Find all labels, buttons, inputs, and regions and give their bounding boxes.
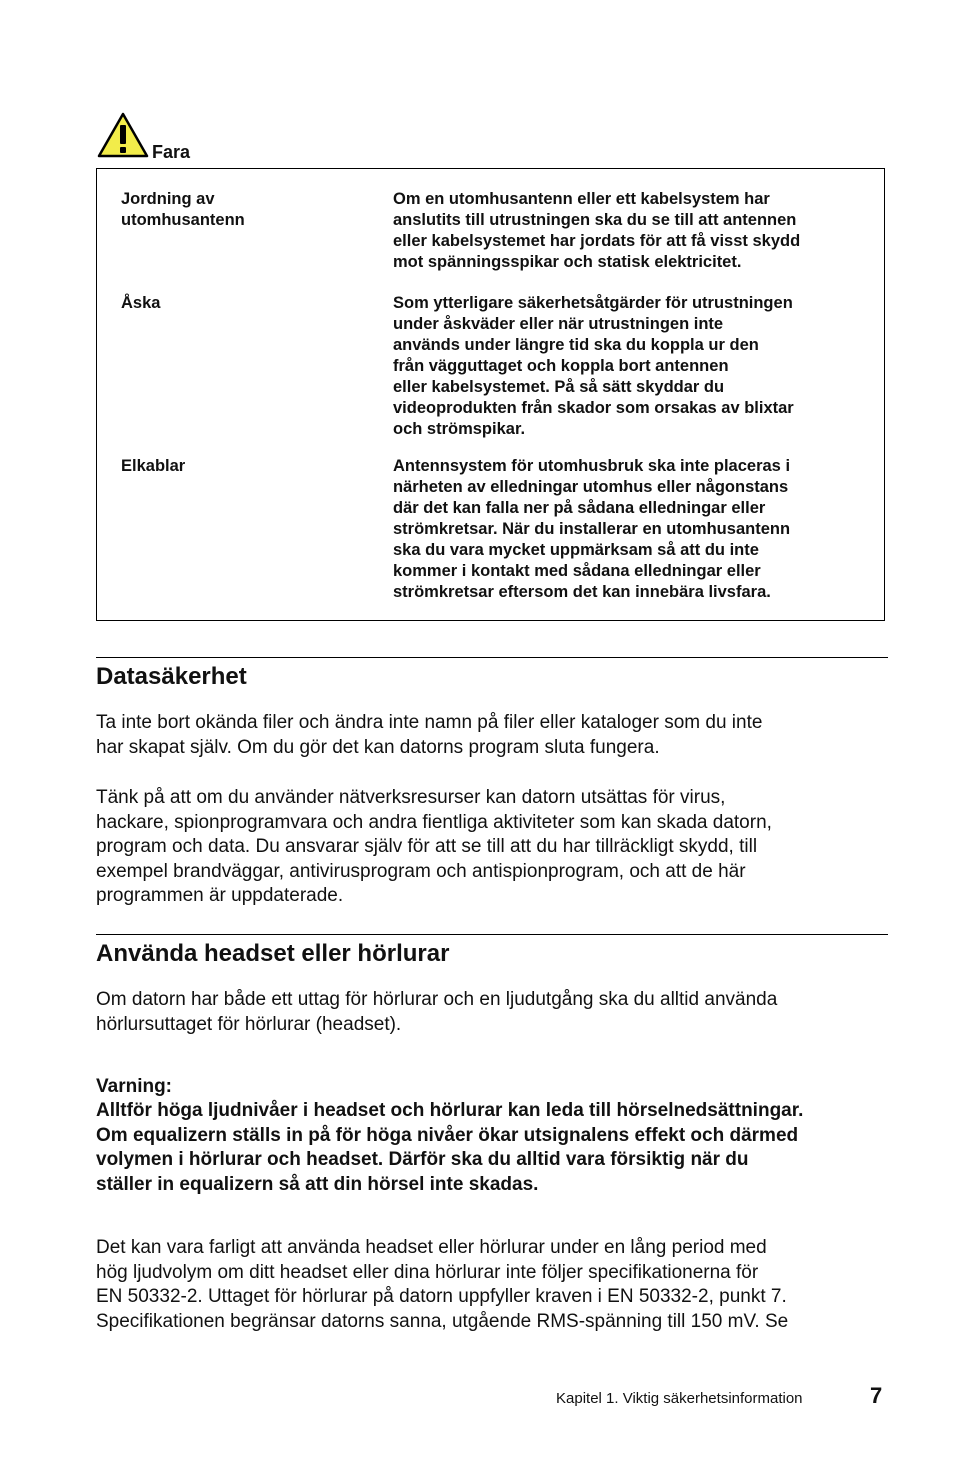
paragraph: Ta inte bort okända filer och ändra inte namn på filer eller kataloger som du inte har skapat själv. Om du gör det kan datorns program sluta fungera. <box>96 712 763 758</box>
footer-chapter: Kapitel 1. Viktig säkerhetsinformation <box>556 1390 803 1407</box>
paragraph: Tänk på att om du använder nätverksresurser kan datorn utsättas för virus, hackare, spionprogramvara och andra fientliga aktiviteter som kan skada datorn, program och data. Du ansvarar själv för att se till att du har tillräckligt skydd, till exempel brandväggar, antivirusprogram och antispionprogram, och att de här programmen är uppdaterade. <box>96 787 772 906</box>
page-number: 7 <box>870 1383 883 1408</box>
paragraph: Om datorn har både ett uttag för hörlurar och en ljudutgång ska du alltid använda hörlursuttaget för hörlurar (headset). <box>96 989 778 1035</box>
danger-label: Fara <box>152 142 191 162</box>
danger-row-label: Åska <box>121 294 161 312</box>
paragraph: Det kan vara farligt att använda headset eller hörlurar under en lång period med hög ljudvolym om ditt headset eller dina hörlurar inte följer specifikationerna för EN 50332-2. Uttaget för hörlurar på datorn uppfyller kraven i EN 50332-2, punkt 7. Specifikationen begränsar datorns sanna, utgående RMS-spänning till 150 mV. Se <box>96 1237 789 1332</box>
danger-row-label: Elkablar <box>121 457 186 475</box>
section-title-data-security: Datasäkerhet <box>96 663 247 690</box>
danger-notice-box <box>96 168 885 621</box>
section-divider <box>96 657 888 658</box>
section-divider <box>96 934 888 935</box>
danger-row-text: Som ytterligare säkerhetsåtgärder för utrustningen under åskväder eller när utrustningen inte används under längre tid ska du koppla ur den från vägguttaget och koppla bort antennen eller kabelsystemet. På så sätt skyddar du videoprodukten från skador som orsakas av blixtar och strömspikar. <box>393 294 794 438</box>
warning-label: Varning: <box>96 1076 173 1097</box>
warning-triangle-icon <box>97 112 149 160</box>
danger-row-text: Om en utomhusantenn eller ett kabelsystem har anslutits till utrustningen ska du se till att antennen eller kabelsystemet har jordats för att få visst skydd mot spänningsspikar och statisk elektricitet. <box>393 190 801 271</box>
section-title-headset: Använda headset eller hörlurar <box>96 940 450 967</box>
danger-row-text: Antennsystem för utomhusbruk ska inte placeras i närheten av elledningar utomhus eller någonstans där det kan falla ner på sådana elledningar eller strömkretsar. När du installerar en utomhusantenn ska du vara mycket uppmärksam så att du inte kommer i kontakt med sådana elledningar eller strömkretsar eftersom det kan innebära livsfara. <box>393 457 791 601</box>
danger-row-label: Jordning av utomhusantenn <box>121 190 245 229</box>
warning-text: Alltför höga ljudnivåer i headset och hörlurar kan leda till hörselnedsättningar. Om equalizern ställs in på för höga nivåer ökar utsignalens effekt och därmed volymen i hörlurar och headset. Därför ska du alltid vara försiktig när du ställer in equalizern så att din hörsel inte skadas. <box>96 1100 804 1195</box>
